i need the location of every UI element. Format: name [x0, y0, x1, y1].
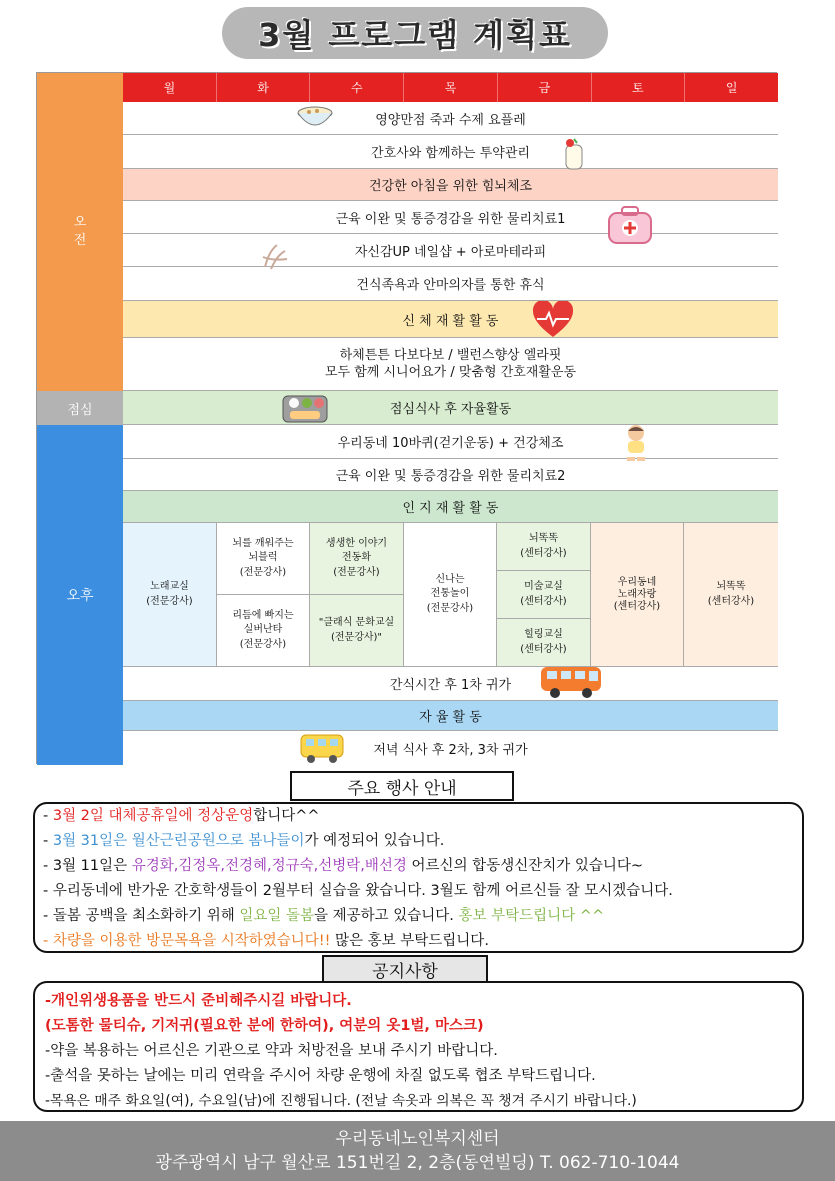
day-header — [123, 73, 778, 102]
bus-icon — [539, 663, 603, 699]
hands-icon — [259, 237, 293, 273]
cog-wed-top: 생생한 이야기 전동화 (전문강사) — [310, 523, 404, 595]
day-fri: 금 — [498, 73, 592, 102]
morning-row-7: 신 체 재 활 활 동 — [123, 301, 778, 338]
notice-line-5: -목욕은 매주 화요일(여), 수요일(남)에 진행됩니다. (전날 속옷과 의복은 꼭 챙겨 주시기 바랍니다.) — [45, 1093, 637, 1109]
cog-sat: 우리동네 노래자랑 (센터강사) — [591, 523, 684, 667]
cog-tue-top: 뇌를 깨워주는 뇌블럭 (전문강사) — [217, 523, 310, 595]
notice-heading: 공지사항 — [322, 955, 488, 983]
afternoon-row-3: 인 지 재 활 활 동 — [123, 491, 778, 523]
morning-row-6: 건식족욕과 안마의자를 통한 휴식 — [123, 267, 778, 301]
evening-row-1: 간식시간 후 1차 귀가 — [123, 667, 778, 701]
morning-row-3: 건강한 아침을 위한 힘뇌체조 — [123, 169, 778, 201]
morning-row-5: 자신감UP 네일샵 + 아로마테라피 — [123, 234, 778, 267]
lunch-label: 점심 — [37, 391, 123, 425]
day-thu: 목 — [404, 73, 498, 102]
morning-row-4: 근육 이완 및 통증경감을 위한 물리치료1 — [123, 201, 778, 234]
lunch-row: 점심식사 후 자율활동 — [123, 391, 778, 425]
event-line-5: - 돌봄 공백을 최소화하기 위해 일요일 돌봄을 제공하고 있습니다. 홍보 부탁드립니다 ^^ — [43, 908, 605, 924]
event-line-6: - 차량을 이용한 방문목욕을 시작하였습니다!! 많은 홍보 부탁드립니다. — [43, 933, 489, 949]
page-title: 3월 프로그램 계획표 — [258, 16, 572, 54]
cog-fri-1: 뇌똑똑 (센터강사) — [497, 523, 591, 571]
evening-row-3: 저녁 식사 후 2차, 3차 귀가 — [123, 731, 778, 765]
morning-label: 오 전 — [37, 73, 123, 391]
cog-fri-2: 미술교실 (센터강사) — [497, 571, 591, 619]
milk-icon — [561, 137, 587, 171]
afternoon-row-1: 우리동네 10바퀴(걷기운동) + 건강체조 — [123, 425, 778, 459]
first-aid-kit-icon — [605, 203, 655, 247]
morning-row-1: 영양만점 죽과 수제 요플레 — [123, 102, 778, 135]
notice-line-2: (도톰한 물티슈, 기저귀(필요한 분에 한하여), 여분의 옷1벌, 마스크) — [45, 1018, 484, 1034]
events-box — [33, 802, 804, 953]
day-sun: 일 — [725, 81, 738, 95]
notice-line-3: -약을 복용하는 어르신은 기관으로 약과 처방전을 보내 주시기 바랍니다. — [45, 1043, 498, 1059]
morning-row-2: 간호사와 함께하는 투약관리 — [123, 135, 778, 169]
bowl-icon — [295, 103, 335, 133]
cog-thu: 신나는 전통놀이 (전문강사) — [404, 523, 497, 667]
day-wed: 수 — [310, 73, 404, 102]
cog-sun: 뇌똑똑 (센터강사) — [684, 523, 778, 667]
title-banner — [222, 7, 608, 59]
footer-center-name: 우리동네노인복지센터 — [335, 1129, 500, 1149]
cog-tue-bottom: 리듬에 빠지는 실버난타 (전문강사) — [217, 595, 310, 667]
day-mon: 월 — [123, 73, 217, 102]
cog-fri-3: 힐링교실 (센터강사) — [497, 619, 591, 667]
notice-box — [33, 981, 804, 1112]
event-line-3: - 3월 11일은 유경화,김정옥,전경혜,정규숙,선병락,배선경 어르신의 합동생신잔치가 있습니다~ — [43, 858, 644, 874]
afternoon-row-2: 근육 이완 및 통증경감을 위한 물리치료2 — [123, 459, 778, 491]
cog-mon: 노래교실 (전문강사) — [123, 523, 217, 667]
morning-row-8: 하체튼튼 다보다보 / 밸런스향상 엘라핏 모두 함께 시니어요가 / 맞춤형 간호재활운동 — [123, 338, 778, 391]
evening-row-2: 자 율 활 동 — [123, 701, 778, 731]
notice-line-1: -개인위생용품을 반드시 준비해주시길 바랍니다. — [45, 993, 352, 1009]
footer-address: 광주광역시 남구 월산로 151번길 2, 2층(동연빌딩) T. 062-710-1044 — [155, 1153, 680, 1173]
heart-pulse-icon — [531, 301, 575, 339]
yellow-bus-icon — [299, 731, 345, 765]
notice-line-4: -출석을 못하는 날에는 미리 연락을 주시어 차량 운행에 차질 없도록 협조 부탁드립니다. — [45, 1068, 596, 1084]
afternoon-label: 오후 — [37, 425, 123, 765]
day-sat: 토 — [592, 73, 686, 102]
event-line-4: - 우리동네에 반가운 간호학생들이 2월부터 실습을 왔습니다. 3월도 함께 어르신들 잘 모시겠습니다. — [43, 883, 673, 899]
child-icon — [621, 423, 651, 461]
cog-wed-bottom: "클래식 문화교실 (전문강사)" — [310, 595, 404, 667]
events-heading: 주요 행사 안내 — [290, 771, 514, 801]
event-line-2: - 3월 31일은 월산근린공원으로 봄나들이가 예정되어 있습니다. — [43, 833, 445, 849]
footer — [0, 1121, 835, 1181]
lunch-tray-icon — [281, 392, 329, 424]
schedule-table — [36, 72, 777, 764]
event-line-1: - 3월 2일 대체공휴일에 정상운영합니다^^ — [43, 808, 320, 824]
day-tue: 화 — [217, 73, 311, 102]
